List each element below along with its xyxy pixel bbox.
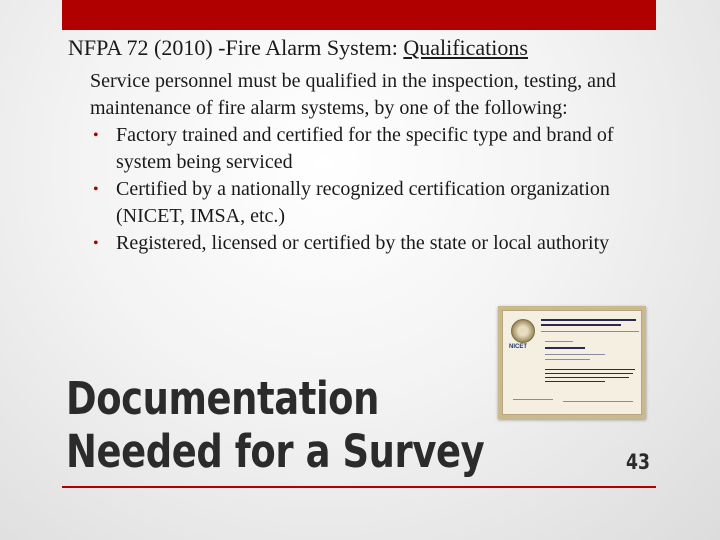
certificate-header-line [541, 324, 621, 326]
bullet-list [90, 122, 650, 257]
certificate-body-line [545, 369, 635, 370]
certificate-body-line [545, 377, 629, 378]
heading-underlined-word: Qualifications [403, 35, 528, 60]
certificate-image [498, 306, 646, 419]
bullet-item [90, 230, 650, 257]
certificate-header-line [541, 319, 636, 321]
certificate-body-line [545, 381, 605, 382]
slide-body [90, 68, 650, 257]
heading-text: NFPA 72 (2010) -Fire Alarm System: [68, 35, 404, 60]
certificate-text-line [545, 354, 605, 355]
bullet-text: Registered, licensed or certified by the state or local authority [116, 232, 610, 254]
bullet-item [90, 122, 650, 176]
bullet-icon: • [93, 127, 99, 144]
slide-heading [68, 34, 528, 62]
certificate-body-line [545, 373, 633, 374]
intro-paragraph: Service personnel must be qualified in the inspection, testing, and maintenance of fire alarm systems, by one of the following: [90, 70, 616, 119]
certificate-footer-line [563, 401, 633, 402]
section-title [66, 372, 484, 478]
bullet-icon: • [93, 181, 99, 198]
certificate-seal-label: NICET [509, 344, 527, 350]
certificate-subheader-line [541, 331, 639, 332]
bullet-text: Factory trained and certified for the specific type and brand of system being serviced [116, 124, 614, 173]
certificate-signature-line [513, 399, 553, 400]
section-title-line: Documentation [66, 372, 379, 425]
certificate-name-line [545, 347, 585, 349]
certificate-text-line [545, 341, 573, 342]
bullet-icon: • [93, 235, 99, 252]
top-accent-bar [62, 0, 656, 30]
page-number: 43 [626, 450, 650, 474]
certificate-text-line [545, 359, 590, 360]
bullet-item [90, 176, 650, 230]
section-title-line: Needed for a Survey [66, 425, 485, 478]
certificate-document [502, 310, 642, 415]
bottom-accent-rule [62, 486, 656, 488]
bullet-text: Certified by a nationally recognized certification organization (NICET, IMSA, etc.) [116, 178, 610, 227]
certificate-seal-icon [511, 319, 535, 343]
